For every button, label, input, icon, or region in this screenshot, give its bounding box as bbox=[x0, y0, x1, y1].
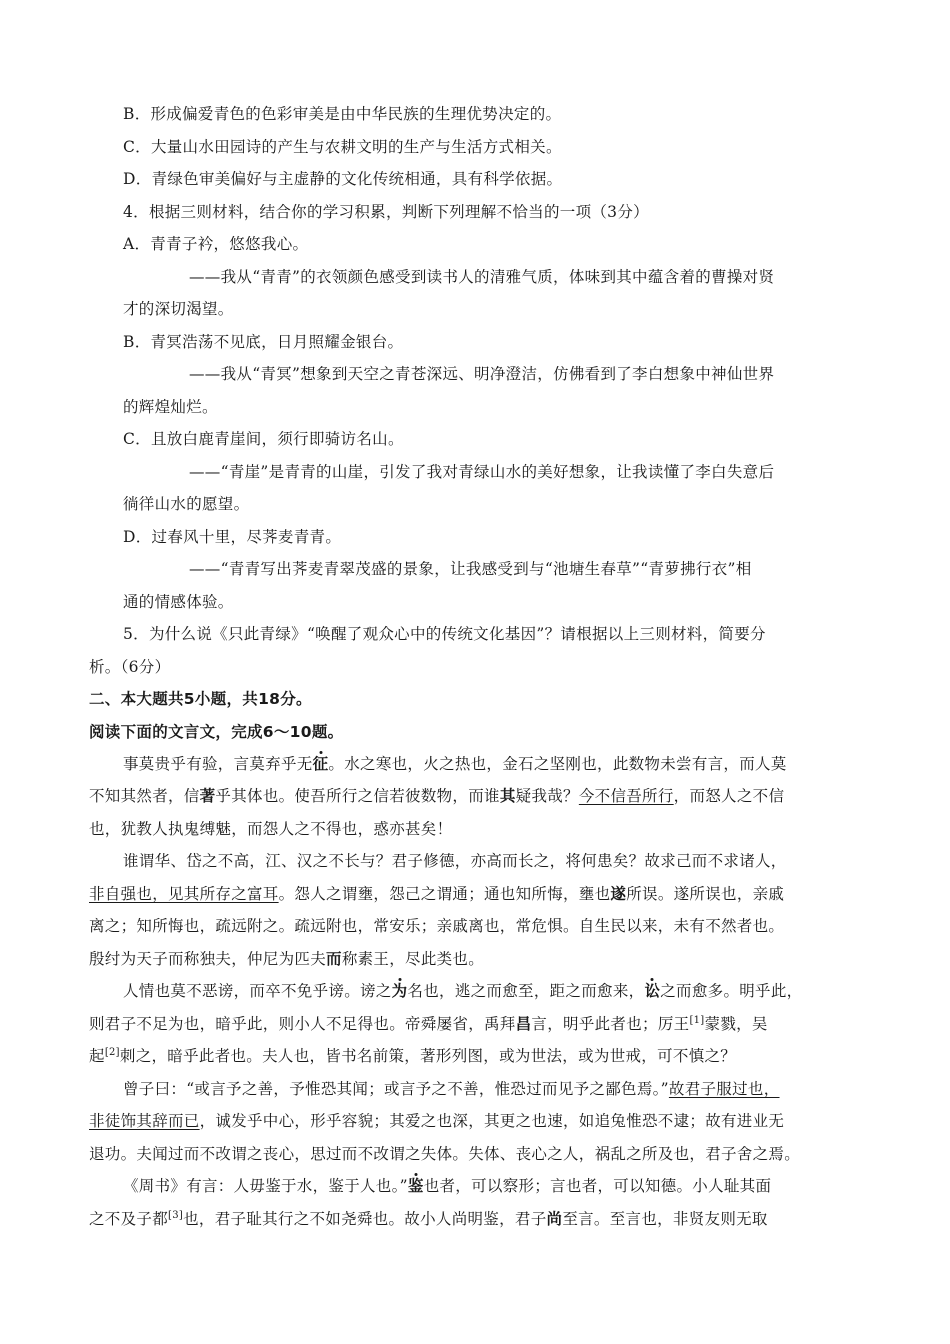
q4-option-c-comment-cont: 徜徉山水的愿望。 bbox=[123, 495, 250, 513]
q5-stem: 5．为什么说《只此青绿》“唤醒了观众心中的传统文化基因”？请根据以上三则材料，简要分 bbox=[123, 625, 766, 643]
q4-option-c-poem: C．且放白鹿青崖间，须行即骑访名山。 bbox=[123, 430, 404, 448]
q5-stem-cont: 析。（6分） bbox=[89, 658, 171, 676]
dotted-char: 为 bbox=[391, 981, 408, 1000]
passage-line: 谁谓华、岱之不高，江、汉之不长与？君子修德，亦高而长之，将何患矣？故求己而不求诸人， bbox=[123, 852, 787, 870]
bold-char: 尚 bbox=[546, 1209, 563, 1228]
underlined-sentence: 非徒饰其辞而已 bbox=[89, 1112, 200, 1130]
passage-line: 起[2]刺之，暗乎此者也。夫人也，皆书名前策，著形列图，或为世法，或为世戒，可不慎之？ bbox=[89, 1047, 737, 1065]
q4-stem: 4．根据三则材料，结合你的学习积累，判断下列理解不恰当的一项（3分） bbox=[123, 203, 649, 221]
bold-char: 而 bbox=[326, 949, 342, 968]
passage-line: 非自强也，见其所存之富耳。怨人之谓壅，怨己之谓通；通也知所悔，壅也遂所误。遂所误也，亲戚 bbox=[89, 884, 785, 903]
footnote-marker: [1] bbox=[689, 1015, 705, 1026]
q4-option-c-comment: ——“青崖”是青青的山崖，引发了我对青绿山水的美好想象，让我读懂了李白失意后 bbox=[189, 463, 775, 481]
dotted-char: 鉴 bbox=[407, 1176, 424, 1195]
q4-option-d-comment: ——“青青写出荠麦青翠茂盛的景象，让我感受到与“池塘生春草”“青萝拂行衣”相 bbox=[189, 560, 752, 578]
q4-option-b-comment-cont: 的辉煌灿烂。 bbox=[123, 398, 218, 416]
dotted-char: 讼 bbox=[644, 981, 661, 1000]
passage-line: 事莫贵乎有验，言莫弃乎无征。水之寒也，火之热也，金石之坚刚也，此数物未尝有言，而人莫 bbox=[123, 754, 787, 773]
dotted-char: 征 bbox=[312, 754, 329, 773]
footnote-marker: [2] bbox=[104, 1047, 120, 1058]
underlined-sentence: 今不信吾所行 bbox=[578, 787, 674, 805]
passage-line: 也，犹教人执鬼缚魅，而怨人之不得也，惑亦甚矣！ bbox=[89, 820, 453, 838]
q4-option-a-comment-cont: 才的深切渴望。 bbox=[123, 300, 234, 318]
q3-option-c: C．大量山水田园诗的产生与农耕文明的生产与生活方式相关。 bbox=[123, 138, 562, 156]
q4-option-a-poem: A．青青子衿，悠悠我心。 bbox=[123, 235, 309, 253]
passage-line: 殷纣为天子而称独夫，仲尼为匹夫而称素王，尽此类也。 bbox=[89, 949, 485, 968]
passage-line: 非徒饰其辞而已，诚发乎中心，形乎容貌；其爱之也深，其更之也速，如追兔惟恐不逮；故有进业无 bbox=[89, 1112, 785, 1130]
passage-line: 退功。夫闻过而不改谓之丧心，思过而不改谓之失体。失体、丧心之人，祸乱之所及也，君子舍之焉。 bbox=[89, 1145, 801, 1163]
q4-option-d-comment-cont: 通的情感体验。 bbox=[123, 593, 234, 611]
section-instruction: 阅读下面的文言文，完成6～10题。 bbox=[89, 723, 344, 741]
bold-char: 著 bbox=[199, 786, 216, 805]
bold-char: 其 bbox=[499, 786, 516, 805]
q4-option-b-comment: ——我从“青冥”想象到天空之青苍深远、明净澄洁，仿佛看到了李白想象中神仙世界 bbox=[189, 365, 775, 383]
passage-line: 曾子曰：“或言予之善，予惟恐其闻；或言予之不善，惟恐过而见予之鄙色焉。”故君子服过也， bbox=[123, 1080, 780, 1098]
q3-option-d: D．青绿色审美偏好与主虚静的文化传统相通，具有科学依据。 bbox=[123, 170, 563, 188]
passage-line: 《周书》有言：人毋鉴于水，鉴于人也。”鉴也者，可以察形；言也者，可以知德。小人耻其面 bbox=[123, 1176, 772, 1195]
passage-line: 则君子不足为也，暗乎此，则小人不足得也。帝舜屡省，禹拜昌言，明乎此者也；厉王[1]蒙戮，吴 bbox=[89, 1014, 768, 1033]
bold-char: 遂 bbox=[610, 884, 627, 903]
passage-line: 离之；知所悔也，疏远附之。疏远附也，常安乐；亲戚离也，常危惧。自生民以来，未有不然者也。 bbox=[89, 917, 785, 935]
passage-line: 不知其然者，信著乎其体也。使吾所行之信若彼数物，而谁其疑我哉？今不信吾所行，而怒人之不信 bbox=[89, 786, 785, 805]
footnote-marker: [3] bbox=[168, 1210, 184, 1221]
underlined-sentence: 非自强也，见其所存之富耳 bbox=[89, 885, 279, 903]
underlined-sentence: 故君子服过也， bbox=[668, 1080, 780, 1098]
q4-option-d-poem: D．过春风十里，尽荠麦青青。 bbox=[123, 528, 342, 546]
passage-line: 之不及子都[3]也，君子耻其行之不如尧舜也。故小人尚明鉴，君子尚至言。至言也，非贤友则无取 bbox=[89, 1209, 768, 1228]
section-heading: 二、本大题共5小题，共18分。 bbox=[89, 690, 312, 708]
q4-option-a-comment: ——我从“青青”的衣领颜色感受到读书人的清雅气质，体味到其中蕴含着的曹操对贤 bbox=[189, 268, 775, 286]
q3-option-b: B．形成偏爱青色的色彩审美是由中华民族的生理优势决定的。 bbox=[123, 105, 562, 123]
passage-line: 人情也莫不恶谤，而卒不免乎谤。谤之为名也，逃之而愈至，距之而愈来，讼之而愈多。明乎此， bbox=[123, 981, 803, 1000]
bold-char: 昌 bbox=[515, 1014, 532, 1033]
q4-option-b-poem: B．青冥浩荡不见底，日月照耀金银台。 bbox=[123, 333, 404, 351]
